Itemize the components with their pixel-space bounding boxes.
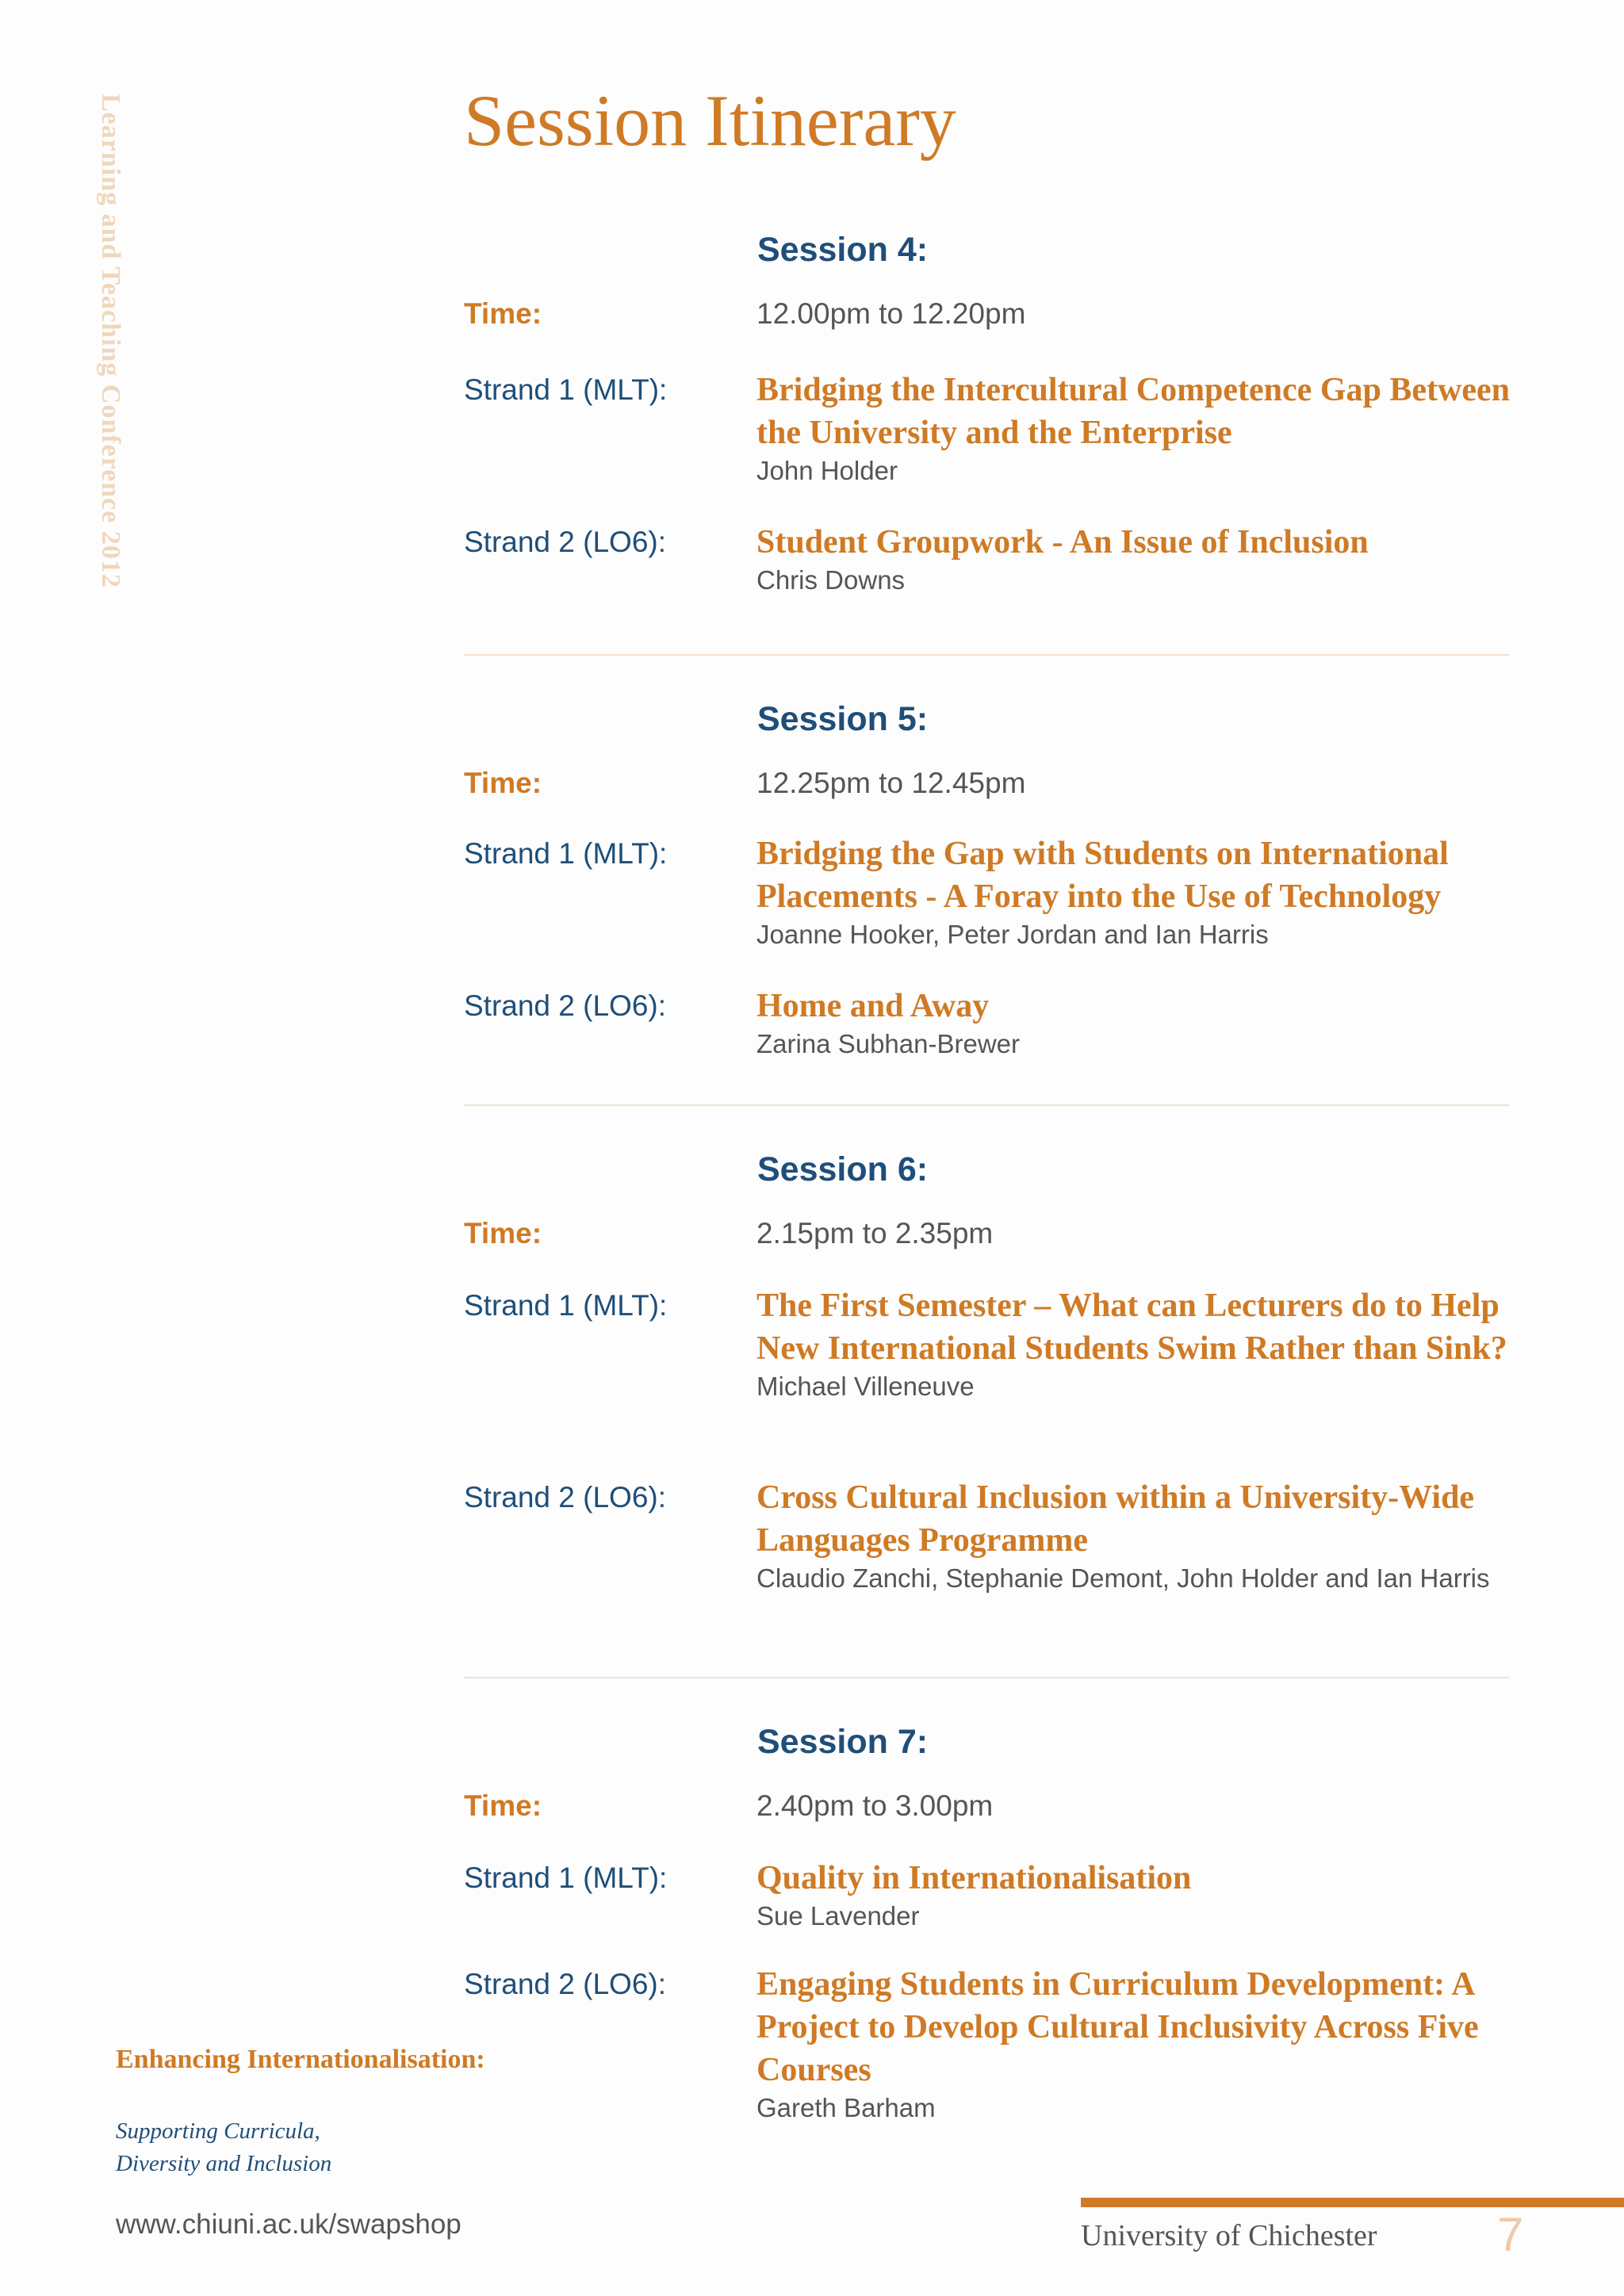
talk-title: The First Semester – What can Lecturers do to Help New International Students Swim Rather than Sink? xyxy=(756,1288,1507,1367)
time-value: 2.40pm to 3.00pm xyxy=(756,1789,994,1822)
talk-speakers: Joanne Hooker, Peter Jordan and Ian Harris xyxy=(756,920,1269,949)
strand-2-talk xyxy=(756,985,1510,1060)
strand-2-label: Strand 2 (LO6): xyxy=(464,989,667,1022)
strand-1-label: Strand 1 (MLT): xyxy=(464,1289,668,1322)
session-heading: Session 4: xyxy=(757,231,929,269)
talk-speakers: Claudio Zanchi, Stephanie Demont, John Holder and Ian Harris xyxy=(756,1563,1490,1593)
footer-publication-subtitle: Supporting Curricula, Diversity and Inclusion xyxy=(116,2118,332,2176)
talk-title: Engaging Students in Curriculum Development: A Project to Develop Cultural Inclusivity Across Five Courses xyxy=(756,1966,1479,2088)
strand-2-talk xyxy=(756,1476,1510,1594)
footer-accent-bar xyxy=(1081,2198,1624,2207)
session-5 xyxy=(464,654,1509,1058)
strand-2-talk xyxy=(756,521,1510,596)
time-value: 12.25pm to 12.45pm xyxy=(756,767,1026,799)
session-heading: Session 7: xyxy=(757,1723,929,1761)
page-number: 7 xyxy=(1497,2208,1524,2261)
footer-url-link[interactable]: www.chiuni.ac.uk/swapshop xyxy=(116,2209,462,2240)
time-label: Time: xyxy=(464,767,542,799)
strand-1-talk xyxy=(756,1284,1510,1402)
strand-2-talk xyxy=(756,1963,1510,2124)
strand-1-label: Strand 1 (MLT): xyxy=(464,1862,668,1894)
session-6 xyxy=(464,1104,1509,1593)
session-7 xyxy=(464,1677,1509,2122)
strand-2-label: Strand 2 (LO6): xyxy=(464,1481,667,1513)
talk-speakers: Gareth Barham xyxy=(756,2093,936,2122)
strand-1-label: Strand 1 (MLT): xyxy=(464,373,668,406)
strand-1-talk xyxy=(756,369,1510,487)
talk-speakers: Michael Villeneuve xyxy=(756,1372,975,1401)
footer-publication-title: Enhancing Internationalisation: xyxy=(116,2045,485,2074)
talk-title: Bridging the Intercultural Competence Gap Between the University and the Enterprise xyxy=(756,372,1510,451)
sidebar-conference-title: Learning and Teaching Conference 2012 xyxy=(96,94,125,588)
session-heading: Session 6: xyxy=(757,1150,929,1188)
time-label: Time: xyxy=(464,1217,542,1249)
strand-2-label: Strand 2 (LO6): xyxy=(464,1968,667,2000)
time-label: Time: xyxy=(464,297,542,330)
talk-title: Quality in Internationalisation xyxy=(756,1860,1192,1896)
time-label: Time: xyxy=(464,1789,542,1822)
strand-1-label: Strand 1 (MLT): xyxy=(464,837,668,870)
session-heading: Session 5: xyxy=(757,700,929,738)
strand-1-talk xyxy=(756,832,1510,951)
page-title: Session Itinerary xyxy=(464,80,956,161)
time-value: 12.00pm to 12.20pm xyxy=(756,297,1026,330)
talk-speakers: John Holder xyxy=(756,456,898,485)
talk-title: Student Groupwork - An Issue of Inclusion xyxy=(756,524,1369,561)
talk-title: Home and Away xyxy=(756,988,990,1024)
talk-speakers: Zarina Subhan-Brewer xyxy=(756,1029,1020,1058)
time-value: 2.15pm to 2.35pm xyxy=(756,1217,994,1249)
footer-university-name: University of Chichester xyxy=(1081,2219,1377,2252)
talk-title: Cross Cultural Inclusion within a University-Wide Languages Programme xyxy=(756,1479,1475,1559)
talk-speakers: Sue Lavender xyxy=(756,1901,920,1931)
talk-speakers: Chris Downs xyxy=(756,565,906,595)
strand-1-talk xyxy=(756,1857,1510,1932)
strand-2-label: Strand 2 (LO6): xyxy=(464,526,667,558)
talk-title: Bridging the Gap with Students on International Placements - A Foray into the Use of Technology xyxy=(756,836,1449,915)
